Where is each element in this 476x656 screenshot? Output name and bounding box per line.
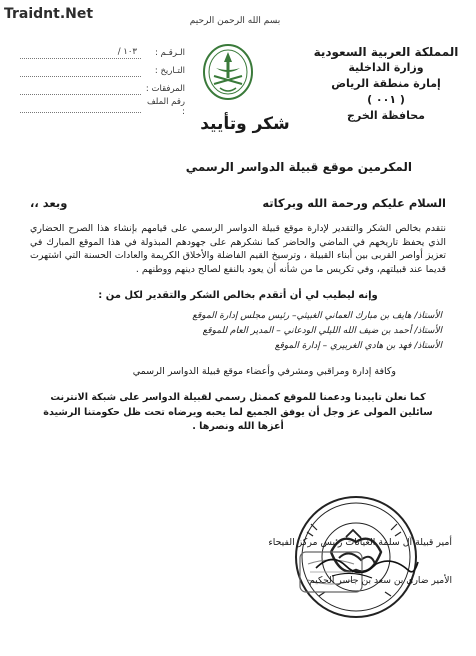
letter-body	[30, 160, 446, 434]
letterhead-code: ( ٠٠١ )	[367, 93, 405, 106]
letterhead-ministry	[306, 44, 466, 124]
paragraph-thanks: نتقدم بخالص الشكر والتقدير لإدارة موقع قبيلة الدواسر الرسمي على قيامهم بإنشاء هذا الصرح الحضاري الذي يحفظ تاريخهم في الماضي والحاضر كما نشكرهم على جهودهم المبذولة في هذا الموقع المبارك في تعزيز أواصر القربى بين أبناء القبيلة ، وترسيخ القيم الفاضلة والأخلاق الكريمة والعادات الحسنة التي اشتهرت قديما عند قبيلتهم، وفي تكريس ما من شأنه أن يعود بالنفع لصالح دينهم ووطنهم .	[30, 223, 446, 275]
names-list	[30, 309, 442, 354]
greeting-row	[30, 196, 446, 210]
addressee: المكرمين موقع قبيلة الدواسر الرسمي	[185, 160, 412, 174]
signatory-name: الأمير ضاري بن سعد بن جاسر الحكيم	[309, 575, 452, 586]
field-attachments	[20, 80, 185, 98]
field-date	[20, 62, 185, 80]
field-attachments-value	[20, 83, 141, 95]
letterhead-country: المملكة العربية السعودية	[313, 45, 459, 59]
document-title: شكر وتأييد	[200, 114, 290, 134]
name-item: الأستاذ/ فهد بن هادي الغربيري – إدارة الموقع	[274, 341, 442, 352]
final-paragraph: كما نعلن تاييدنا ودعمنا للموقع كممثل رسمي لقبيلة الدواسر على شبكة الانترنت سائلين المولى عز وجل أن يوفق الجميع لما يحبه ويرضاه تحت ظل حكومتنا الرشيدة أعزها الله ونصرها .	[43, 392, 433, 432]
field-number	[20, 44, 185, 62]
watermark-text: Traidnt.Net	[4, 6, 94, 22]
saudi-emblem-icon	[200, 42, 256, 102]
field-date-label: التـاريخ :	[154, 66, 185, 76]
letterhead-governorate: محافظة الخرج	[347, 109, 425, 122]
closing-line: وكافة إدارة ومراقبي ومشرفي وأعضاء موقع قبيلة الدواسر الرسمي	[132, 366, 396, 378]
field-number-label: الـرقـم :	[155, 48, 185, 58]
field-file-value	[20, 101, 141, 113]
field-file-number	[20, 98, 185, 116]
name-item: الأستاذ/ هايف بن مبارك العماني الغبيثي– رئيس مجلس إدارة الموقع	[192, 311, 442, 322]
handwritten-signature	[312, 548, 422, 584]
field-number-value: ١٠٣ /	[20, 47, 141, 59]
signatory-title: أمير قبيلة آل سلمة الغياثات رئيس مركز الفيحاء	[268, 537, 452, 548]
field-file-label: رقم الملف :	[146, 97, 185, 117]
field-date-value	[20, 65, 141, 77]
reference-fields	[20, 44, 185, 116]
basmala: بسم الله الرحمن الرحيم	[189, 16, 281, 26]
wabad: وبعد ،،	[30, 196, 68, 210]
thanks-intro: وإنه ليطيب لي أن أتقدم بخالص الشكر والتقدير لكل من :	[98, 290, 378, 302]
name-item: الأستاذ/ أحمد بن ضيف الله الليلي الودعاني – المدير العام للموقع	[202, 326, 442, 337]
field-attachments-label: المرفقات :	[145, 84, 185, 94]
letterhead-ministry-name: وزارة الداخلية	[348, 61, 424, 74]
greeting: السلام عليكم ورحمة الله وبركاته	[262, 196, 446, 210]
letterhead-emirate: إمارة منطقة الرياض	[331, 77, 441, 90]
